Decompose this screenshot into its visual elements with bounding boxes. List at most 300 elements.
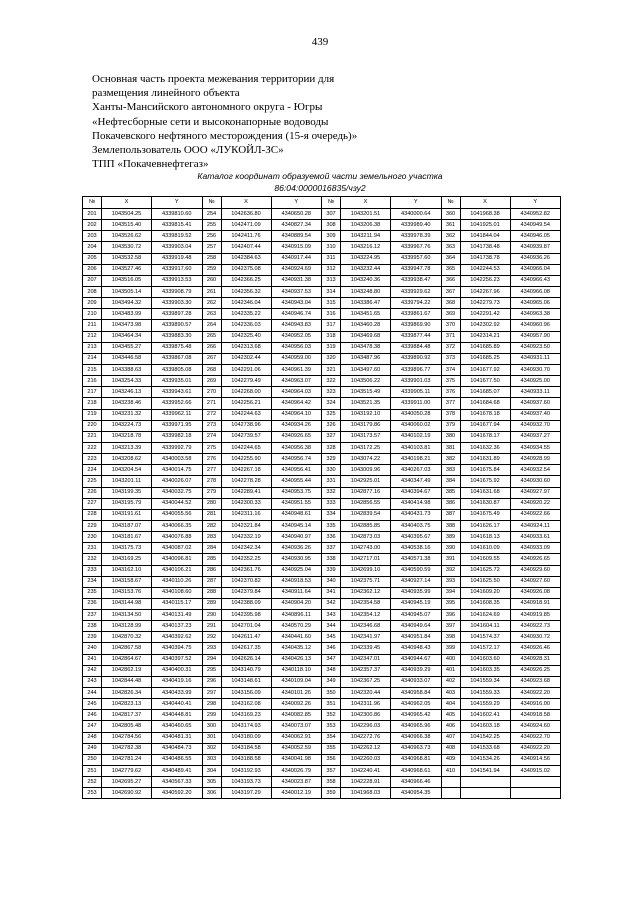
cell-y: 4340106.21	[152, 565, 203, 576]
cell-x: 1042346.68	[341, 621, 391, 632]
table-row	[83, 264, 561, 275]
cell-number: 205	[83, 253, 102, 264]
cell-x: 1043478.38	[341, 342, 391, 353]
cell-number: 291	[202, 621, 221, 632]
cell-x: 1041559.33	[460, 688, 510, 699]
cell-y	[510, 777, 561, 788]
cell-x: 1043211.94	[341, 231, 391, 242]
cell-x: 1041559.34	[460, 676, 510, 687]
cell-y: 4339903.30	[152, 298, 203, 309]
cell-x: 1042289.41	[221, 487, 271, 498]
cell-number: 358	[322, 777, 341, 788]
cell-number: 252	[83, 777, 102, 788]
table-row	[83, 632, 561, 643]
cell-y: 4339869.90	[391, 320, 442, 331]
cell-y: 4340934.55	[510, 442, 561, 453]
cell-x: 1043213.39	[102, 442, 152, 453]
cell-number: 323	[322, 387, 341, 398]
cell-y: 4340931.38	[271, 275, 322, 286]
cell-x: 1041559.29	[460, 699, 510, 710]
table-row	[83, 231, 561, 242]
cell-number: 363	[441, 242, 460, 253]
header-line: Землепользователь ООО «ЛУКОЙЛ-ЗС»	[92, 144, 284, 157]
cell-number: 210	[83, 309, 102, 320]
cell-number: 404	[441, 699, 460, 710]
cell-y: 4340944.67	[391, 654, 442, 665]
cell-x: 1042256.23	[460, 275, 510, 286]
cell-y: 4339947.78	[391, 264, 442, 275]
cell-number: 359	[322, 788, 341, 799]
cell-x: 1043530.72	[102, 242, 152, 253]
cell-number: 381	[441, 442, 460, 453]
cell-x: 1042701.04	[221, 621, 271, 632]
cell-y: 4339905.11	[391, 387, 442, 398]
coordinate-catalog-table	[82, 196, 561, 799]
cell-x: 1041604.11	[460, 621, 510, 632]
cell-y: 4340395.67	[391, 532, 442, 543]
cell-y: 4340650.28	[271, 209, 322, 220]
cell-x: 1043009.96	[341, 465, 391, 476]
cell-number: 394	[441, 587, 460, 598]
cell-y: 4339810.60	[152, 209, 203, 220]
cell-number: 259	[202, 264, 221, 275]
cell-number: 326	[322, 420, 341, 431]
cell-number: 215	[83, 364, 102, 375]
cell-number: 202	[83, 220, 102, 231]
cell-number: 242	[83, 665, 102, 676]
cell-x: 1043153.76	[102, 587, 152, 598]
cell-number: 305	[202, 777, 221, 788]
cell-number: 282	[202, 520, 221, 531]
cell-y: 4339890.57	[152, 320, 203, 331]
cell-number: 281	[202, 509, 221, 520]
table-row	[83, 242, 561, 253]
cell-number: 256	[202, 231, 221, 242]
cell-x: 1043173.57	[341, 431, 391, 442]
cell-y: 4339794.22	[391, 298, 442, 309]
table-row	[83, 688, 561, 699]
cell-x	[460, 788, 510, 799]
cell-number: 332	[322, 487, 341, 498]
cell-x: 1042267.18	[221, 465, 271, 476]
cell-number: 342	[322, 598, 341, 609]
table-row	[83, 610, 561, 621]
cell-number: 283	[202, 532, 221, 543]
cell-x: 1043175.73	[102, 543, 152, 554]
cell-x: 1043527.46	[102, 264, 152, 275]
cell-x: 1043206.38	[341, 220, 391, 231]
cell-x: 1043187.07	[102, 520, 152, 531]
cell-number: 322	[322, 376, 341, 387]
cell-y: 4340904.20	[271, 598, 322, 609]
table-row	[83, 598, 561, 609]
table-row	[83, 743, 561, 754]
cell-x: 1042332.19	[221, 532, 271, 543]
cell-number: 275	[202, 442, 221, 453]
cell-y: 4340958.84	[391, 688, 442, 699]
cell-number: 357	[322, 766, 341, 777]
table-row	[83, 487, 561, 498]
cell-x: 1041625.72	[460, 565, 510, 576]
cell-y: 4340400.31	[152, 665, 203, 676]
cell-x: 1043532.58	[102, 253, 152, 264]
cell-x: 1042244.65	[221, 442, 271, 453]
cell-x: 1043248.80	[341, 286, 391, 297]
cell-number: 320	[322, 353, 341, 364]
cell-x: 1043516.05	[102, 275, 152, 286]
cell-y: 4340951.55	[271, 498, 322, 509]
cell-x: 1042781.24	[102, 754, 152, 765]
cell-y: 4340922.70	[510, 732, 561, 743]
cell-y: 4339884.48	[391, 342, 442, 353]
cell-x: 1041968.38	[460, 209, 510, 220]
cell-number: 273	[202, 420, 221, 431]
cell-x: 1041675.49	[460, 509, 510, 520]
cell-number: 313	[322, 275, 341, 286]
table-row	[83, 387, 561, 398]
cell-x: 1042342.34	[221, 543, 271, 554]
cell-x: 1042782.38	[102, 743, 152, 754]
table-row	[83, 788, 561, 799]
cell-y: 4340026.07	[152, 476, 203, 487]
cell-number: 233	[83, 565, 102, 576]
cell-number: 330	[322, 465, 341, 476]
cell-y: 4339992.79	[152, 442, 203, 453]
table-row	[83, 476, 561, 487]
table-row	[83, 520, 561, 531]
cell-number: 260	[202, 275, 221, 286]
cell-number: 310	[322, 242, 341, 253]
cell-y: 4340481.31	[152, 732, 203, 743]
cell-y: 4339919.48	[152, 253, 203, 264]
cell-y: 4339819.52	[152, 231, 203, 242]
cell-y: 4339908.79	[152, 286, 203, 297]
cell-x: 1043386.47	[341, 298, 391, 309]
cell-y: 4339929.62	[391, 286, 442, 297]
cell-y: 4339971.95	[152, 420, 203, 431]
cell-y: 4340394.75	[152, 643, 203, 654]
cell-x: 1043506.22	[341, 376, 391, 387]
cell-number: 405	[441, 710, 460, 721]
cell-y: 4340431.73	[391, 509, 442, 520]
cell-number: 288	[202, 587, 221, 598]
cell-y: 4339952.66	[152, 398, 203, 409]
table-row	[83, 320, 561, 331]
cell-y: 4340433.99	[152, 688, 203, 699]
cell-x: 1043455.27	[102, 342, 152, 353]
cell-x: 1042411.76	[221, 231, 271, 242]
cell-y: 4340044.52	[152, 498, 203, 509]
cell-x: 1042699.10	[341, 565, 391, 576]
cell-number: 366	[441, 275, 460, 286]
cell-y: 4340000.64	[391, 209, 442, 220]
cell-y: 4340928.99	[510, 454, 561, 465]
table-row	[83, 309, 561, 320]
cell-number: 378	[441, 409, 460, 420]
cell-y: 4339911.00	[391, 398, 442, 409]
cell-y: 4340102.19	[391, 431, 442, 442]
cell-number: 276	[202, 454, 221, 465]
cell-x: 1042817.37	[102, 710, 152, 721]
column-header-x: X	[221, 197, 271, 209]
cell-y: 4339877.44	[391, 331, 442, 342]
cell-y: 4339890.92	[391, 353, 442, 364]
cell-y: 4340073.07	[271, 721, 322, 732]
cell-number: 309	[322, 231, 341, 242]
cell-y: 4340956.03	[271, 342, 322, 353]
cell-y: 4339978.39	[391, 231, 442, 242]
cell-x: 1042367.25	[341, 676, 391, 687]
cell-number	[441, 788, 460, 799]
cell-y: 4339861.67	[391, 309, 442, 320]
cell-x: 1042844.48	[102, 676, 152, 687]
cell-number: 337	[322, 543, 341, 554]
cell-number: 298	[202, 699, 221, 710]
cell-number: 325	[322, 409, 341, 420]
cell-number: 403	[441, 688, 460, 699]
cell-x: 1042279.73	[460, 298, 510, 309]
cell-y: 4340118.10	[271, 665, 322, 676]
cell-number: 206	[83, 264, 102, 275]
table-row	[83, 398, 561, 409]
cell-x: 1043169.25	[102, 554, 152, 565]
cell-y: 4340933.61	[510, 532, 561, 543]
cell-x: 1042366.25	[221, 275, 271, 286]
cell-number: 225	[83, 476, 102, 487]
cell-number: 335	[322, 520, 341, 531]
cell-y: 4340933.07	[391, 676, 442, 687]
cell-y: 4340960.96	[510, 320, 561, 331]
cell-y: 4340954.35	[391, 788, 442, 799]
cell-number: 274	[202, 431, 221, 442]
cell-x: 1042370.82	[221, 576, 271, 587]
table-row	[83, 209, 561, 220]
cell-number: 247	[83, 721, 102, 732]
cell-x: 1041610.09	[460, 543, 510, 554]
cell-y: 4340943.83	[271, 320, 322, 331]
cell-number: 407	[441, 732, 460, 743]
cell-y: 4340926.08	[510, 587, 561, 598]
cell-number: 382	[441, 454, 460, 465]
cell-x: 1042695.27	[102, 777, 152, 788]
cell-number: 268	[202, 364, 221, 375]
cell-y: 4340963.73	[391, 743, 442, 754]
cell-y: 4340003.58	[152, 454, 203, 465]
cell-y: 4340937.27	[510, 431, 561, 442]
cell-number: 234	[83, 576, 102, 587]
cell-number: 227	[83, 498, 102, 509]
cell-x: 1042291.42	[460, 309, 510, 320]
cell-y: 4340963.07	[271, 376, 322, 387]
column-header-y: Y	[271, 197, 322, 209]
cell-x: 1041844.04	[460, 231, 510, 242]
cell-y: 4340964.42	[271, 398, 322, 409]
table-row	[83, 654, 561, 665]
cell-y: 4340109.04	[271, 676, 322, 687]
cell-number: 409	[441, 754, 460, 765]
cell-y: 4339896.77	[391, 364, 442, 375]
cell-y: 4340948.61	[271, 509, 322, 520]
cell-number: 231	[83, 543, 102, 554]
cell-x: 1043515.49	[341, 387, 391, 398]
cell-y: 4340951.84	[391, 632, 442, 643]
cell-x: 1042336.03	[221, 320, 271, 331]
cell-x: 1042743.00	[341, 543, 391, 554]
cell-x: 1043162.10	[102, 565, 152, 576]
cell-number: 390	[441, 543, 460, 554]
cell-y: 4339913.53	[152, 275, 203, 286]
cell-x: 1043181.67	[102, 532, 152, 543]
cell-y: 4340964.03	[271, 387, 322, 398]
cell-y: 4340441.60	[271, 632, 322, 643]
cell-number: 324	[322, 398, 341, 409]
cell-number: 339	[322, 565, 341, 576]
cell-y: 4340055.56	[152, 509, 203, 520]
cell-y: 4340538.16	[391, 543, 442, 554]
cell-y: 4340949.64	[391, 621, 442, 632]
cell-y: 4340937.60	[510, 398, 561, 409]
cell-y: 4339901.03	[391, 376, 442, 387]
cell-x: 1043192.93	[221, 766, 271, 777]
cell-x: 1043191.61	[102, 509, 152, 520]
cell-number: 406	[441, 721, 460, 732]
cell-number: 362	[441, 231, 460, 242]
cell-number: 208	[83, 286, 102, 297]
cell-y: 4340041.98	[271, 754, 322, 765]
cell-y: 4340963.38	[510, 309, 561, 320]
cell-number: 301	[202, 732, 221, 743]
cell-x: 1042296.03	[341, 721, 391, 732]
table-row	[83, 754, 561, 765]
cell-x: 1043174.93	[221, 721, 271, 732]
cell-x: 1041677.94	[460, 420, 510, 431]
cell-number: 377	[441, 398, 460, 409]
cell-number: 229	[83, 520, 102, 531]
cell-y: 4340965.42	[391, 710, 442, 721]
cell-number: 385	[441, 487, 460, 498]
cell-number: 243	[83, 676, 102, 687]
cell-y: 4340924.60	[510, 721, 561, 732]
table-row	[83, 298, 561, 309]
cell-y: 4340486.55	[152, 754, 203, 765]
cell-y: 4340962.05	[391, 699, 442, 710]
cell-x: 1042784.56	[102, 732, 152, 743]
cell-x: 1043494.32	[102, 298, 152, 309]
cell-y: 4340924.69	[271, 264, 322, 275]
cell-y: 4339935.01	[152, 376, 203, 387]
cell-y: 4340889.54	[271, 231, 322, 242]
cell-x: 1041925.01	[460, 220, 510, 231]
column-header-y: Y	[152, 197, 203, 209]
cell-x: 1042354.12	[341, 610, 391, 621]
cell-y: 4340062.91	[271, 732, 322, 743]
cell-number: 257	[202, 242, 221, 253]
cell-y: 4340927.14	[391, 576, 442, 587]
cell-number: 338	[322, 554, 341, 565]
cell-number: 397	[441, 621, 460, 632]
cell-y: 4340103.81	[391, 442, 442, 453]
cell-number: 213	[83, 342, 102, 353]
page-number: 439	[311, 36, 329, 48]
cell-y: 4340916.00	[510, 699, 561, 710]
cell-x: 1042313.68	[221, 342, 271, 353]
cell-number: 219	[83, 409, 102, 420]
cell-number: 370	[441, 320, 460, 331]
cell-number: 248	[83, 732, 102, 743]
cell-number: 246	[83, 710, 102, 721]
cell-x: 1043197.29	[221, 788, 271, 799]
cell-y: 4340918.58	[510, 710, 561, 721]
cell-x: 1041609.55	[460, 554, 510, 565]
cell-number: 250	[83, 754, 102, 765]
cell-x: 1042870.32	[102, 632, 152, 643]
cell-number: 240	[83, 643, 102, 654]
cell-x: 1043451.65	[341, 309, 391, 320]
cell-x: 1041678.18	[460, 409, 510, 420]
cell-number: 223	[83, 454, 102, 465]
cell-number: 245	[83, 699, 102, 710]
cell-number: 216	[83, 376, 102, 387]
cell-y: 4340965.06	[510, 298, 561, 309]
cell-number: 327	[322, 431, 341, 442]
cell-x: 1042302.92	[460, 320, 510, 331]
table-row	[83, 766, 561, 777]
cell-y: 4340484.73	[152, 743, 203, 754]
cell-x: 1042255.90	[221, 454, 271, 465]
cell-number: 237	[83, 610, 102, 621]
cell-x: 1042805.48	[102, 721, 152, 732]
cell-y: 4340347.49	[391, 476, 442, 487]
header-line: размещения линейного объекта	[92, 87, 240, 100]
cell-number: 372	[441, 342, 460, 353]
cell-number: 230	[83, 532, 102, 543]
cell-number: 304	[202, 766, 221, 777]
cell-number: 376	[441, 387, 460, 398]
cell-x: 1042268.00	[221, 387, 271, 398]
cell-x: 1042877.16	[341, 487, 391, 498]
cell-x: 1041675.84	[460, 465, 510, 476]
cell-y: 4340023.87	[271, 777, 322, 788]
cell-y: 4340936.26	[510, 253, 561, 264]
cell-x: 1042262.12	[341, 743, 391, 754]
cell-number: 280	[202, 498, 221, 509]
cell-y: 4340953.75	[271, 487, 322, 498]
cell-y: 4340924.11	[510, 520, 561, 531]
cell-y: 4340943.04	[271, 298, 322, 309]
cell-x: 1041677.92	[460, 364, 510, 375]
cell-x: 1042885.85	[341, 520, 391, 531]
cell-x: 1042352.25	[221, 554, 271, 565]
cell-number: 395	[441, 598, 460, 609]
cell-x: 1042302.44	[221, 353, 271, 364]
cell-number: 353	[322, 721, 341, 732]
table-row	[83, 532, 561, 543]
column-header-x: X	[341, 197, 391, 209]
cell-x: 1042826.34	[102, 688, 152, 699]
cell-x: 1041685.89	[460, 342, 510, 353]
document-header	[92, 72, 552, 171]
cell-x: 1043144.98	[102, 598, 152, 609]
cell-number: 295	[202, 665, 221, 676]
cell-y: 4340096.81	[152, 554, 203, 565]
cell-y: 4340959.00	[271, 353, 322, 364]
cell-x: 1043446.58	[102, 353, 152, 364]
cell-number: 379	[441, 420, 460, 431]
cell-y: 4339867.08	[152, 353, 203, 364]
cell-x: 1042388.09	[221, 598, 271, 609]
table-row	[83, 732, 561, 743]
cell-x: 1042244.63	[221, 409, 271, 420]
